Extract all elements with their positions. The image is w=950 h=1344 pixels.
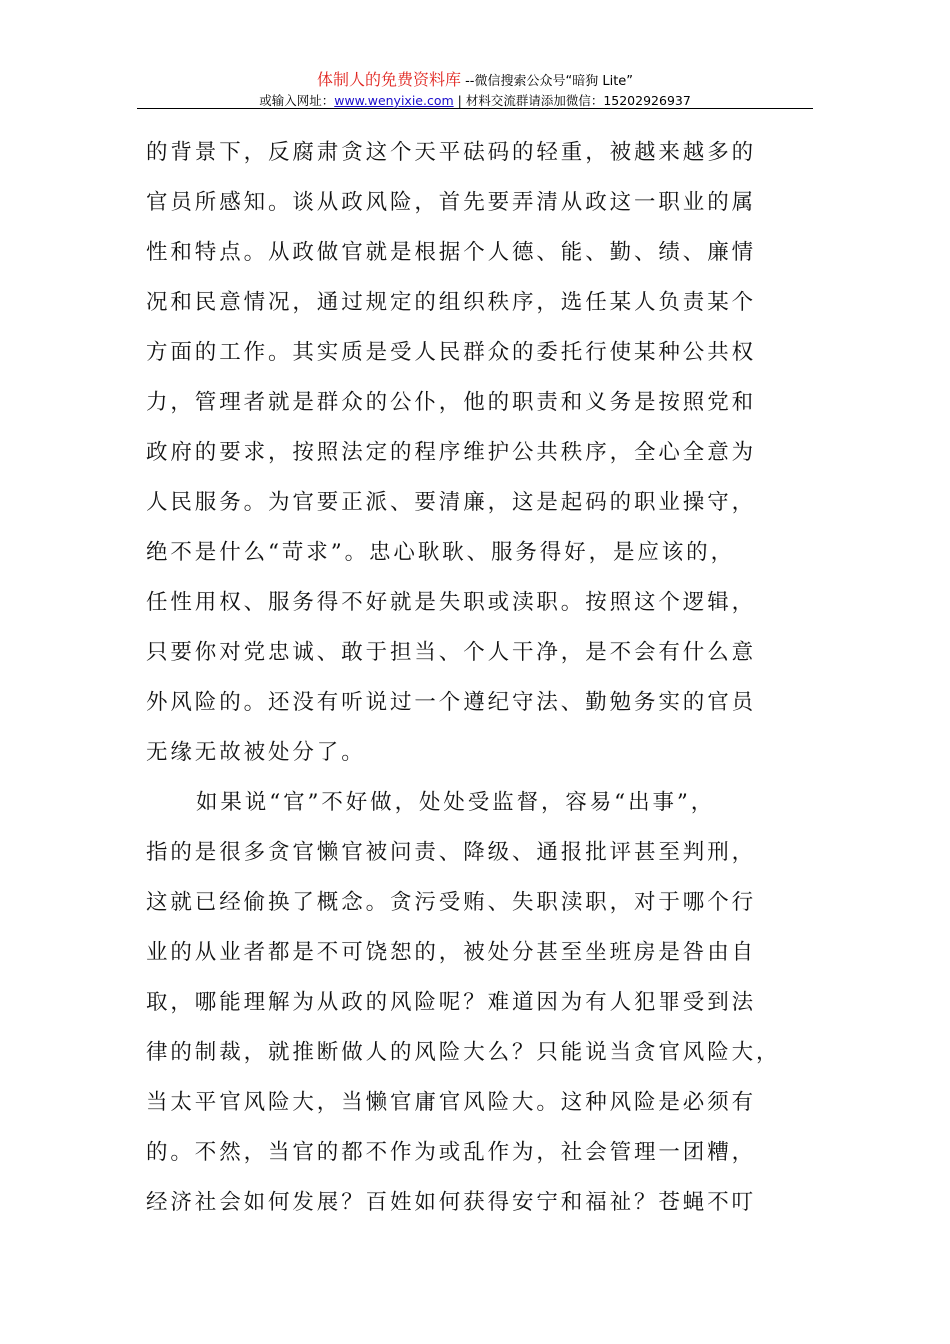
search-hint: --微信搜索公众号“暗狗 Lite” — [460, 74, 634, 89]
document-body — [146, 128, 806, 1228]
text-line: 律的制裁，就推断做人的风险大么？只能说当贪官风险大， — [146, 1040, 781, 1065]
contact-info: | 材料交流群请添加微信：15202926937 — [453, 93, 691, 108]
text-line: 经济社会如何发展？百姓如何获得安宁和福祉？苍蝇不叮 — [146, 1190, 757, 1215]
text-line: 方面的工作。其实质是受人民群众的委托行使某种公共权 — [146, 340, 757, 365]
header-divider — [137, 108, 813, 109]
text-line: 的背景下，反腐肃贪这个天平砝码的轻重，被越来越多的 — [146, 140, 757, 165]
text-line: 的。不然，当官的都不作为或乱作为，社会管理一团糟， — [146, 1140, 757, 1165]
text-line: 指的是很多贪官懒官被问责、降级、通报批评甚至判刑， — [146, 840, 757, 865]
text-line: 无缘无故被处分了。 — [146, 740, 366, 765]
text-line: 任性用权、服务得不好就是失职或渎职。按照这个逻辑， — [146, 590, 757, 615]
text-line: 绝不是什么“苛求”。忠心耿耿、服务得好，是应该的， — [146, 540, 735, 565]
text-line: 力，管理者就是群众的公仆，他的职责和义务是按照党和 — [146, 390, 757, 415]
text-line: 人民服务。为官要正派、要清廉，这是起码的职业操守， — [146, 490, 757, 515]
text-line: 外风险的。还没有听说过一个遵纪守法、勤勉务实的官员 — [146, 690, 757, 715]
text-line: 只要你对党忠诚、敢于担当、个人干净，是不会有什么意 — [146, 640, 757, 665]
text-line: 政府的要求，按照法定的程序维护公共秩序，全心全意为 — [146, 440, 757, 465]
text-line: 官员所感知。谈从政风险，首先要弄清从政这一职业的属 — [146, 190, 757, 215]
website-link[interactable]: www.wenyixie.com — [334, 93, 454, 108]
text-line: 当太平官风险大，当懒官庸官风险大。这种风险是必须有 — [146, 1090, 757, 1115]
url-label: 或输入网址： — [259, 93, 335, 108]
text-line: 取，哪能理解为从政的风险呢？难道因为有人犯罪受到法 — [146, 990, 757, 1015]
text-line: 性和特点。从政做官就是根据个人德、能、勤、绩、廉情 — [146, 240, 757, 265]
header-line-1 — [0, 70, 950, 92]
text-line: 如果说“官”不好做，处处受监督，容易“出事”， — [196, 790, 716, 815]
text-line: 业的从业者都是不可饶恕的，被处分甚至坐班房是咎由自 — [146, 940, 757, 965]
brand-title: 体制人的免费资料库 — [316, 70, 461, 89]
text-line: 况和民意情况，通过规定的组织秩序，选任某人负责某个 — [146, 290, 757, 315]
text-line: 这就已经偷换了概念。贪污受贿、失职渎职，对于哪个行 — [146, 890, 757, 915]
page-header — [0, 70, 950, 110]
